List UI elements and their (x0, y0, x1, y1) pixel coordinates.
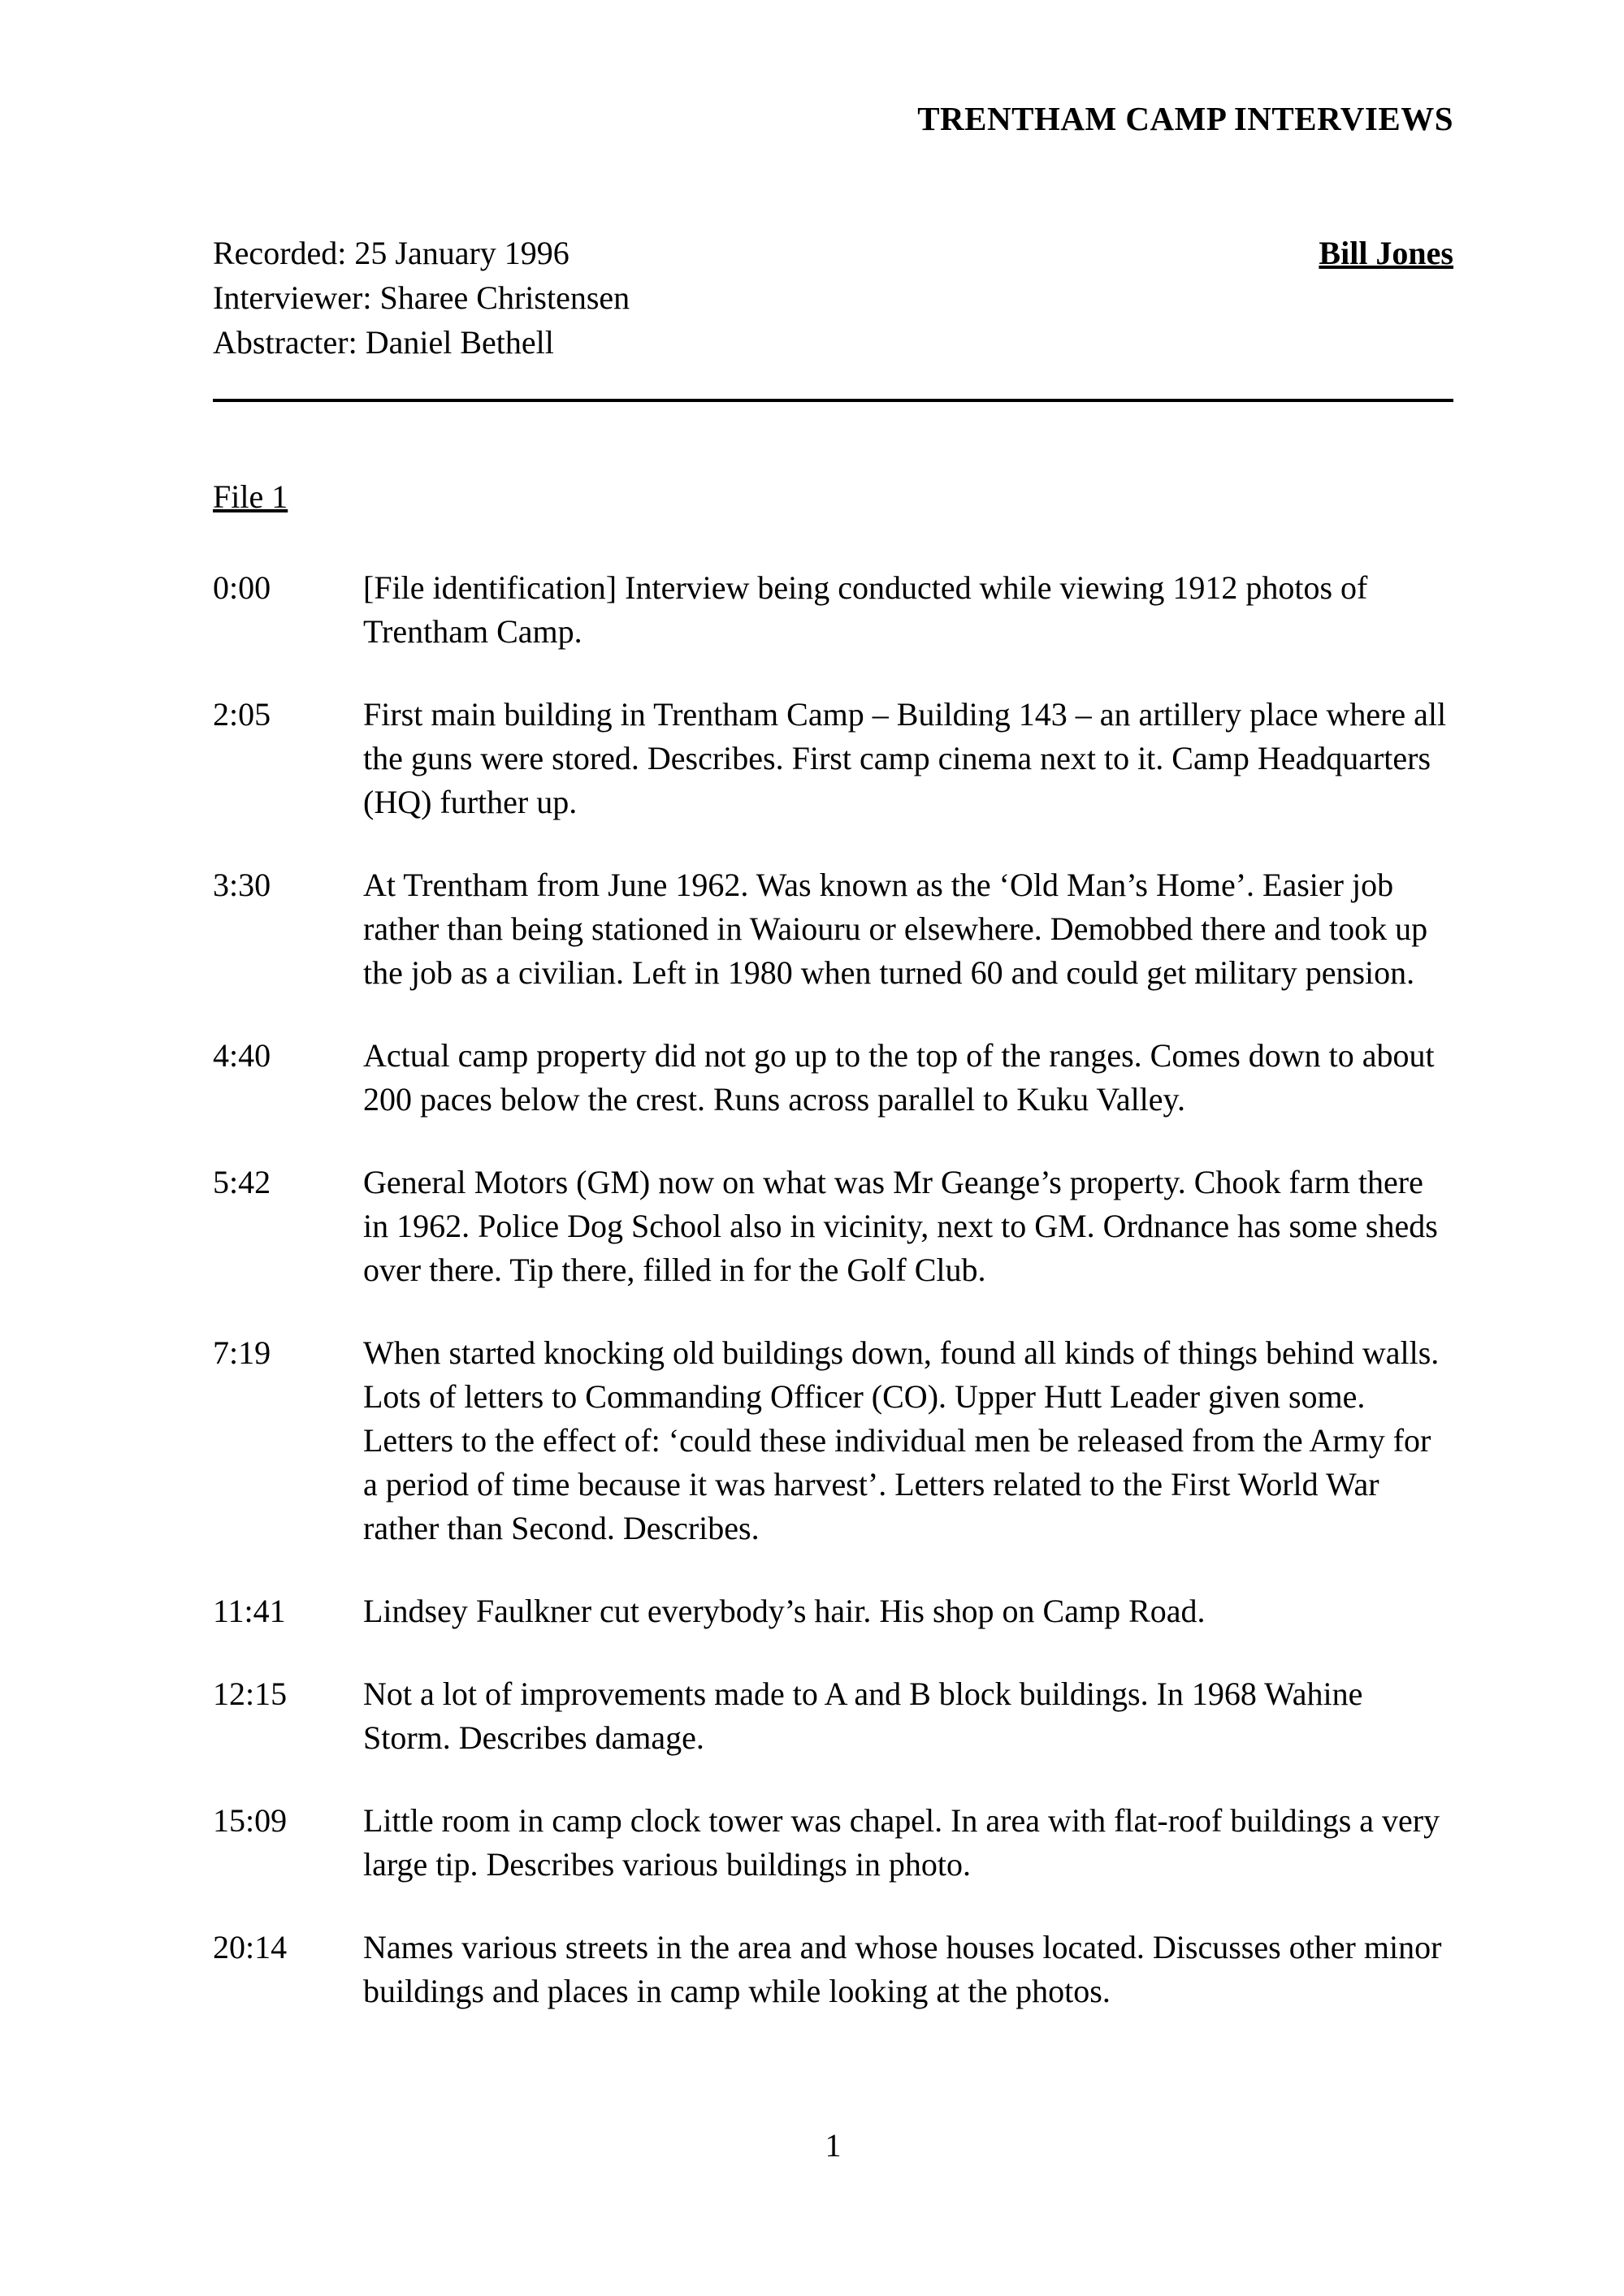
entry-timestamp: 7:19 (213, 1334, 271, 1371)
abstract-entry (213, 1589, 1453, 1633)
entry-text: General Motors (GM) now on what was Mr Geange’s property. Chook farm there in 1962. Police Dog School also in vicinity, next to GM. Ordnance has some sheds over there. Tip there, filled in for the Golf Club. (363, 1164, 1438, 1288)
divider-rule (213, 399, 1453, 402)
header-row-recorded (213, 231, 1453, 275)
entry-text: When started knocking old buildings down, found all kinds of things behind walls. Lots of letters to Commanding Officer (CO). Upper Hutt Leader given some. Letters to the effect of: ‘could these individual men be released from the Army for a period of time because it was harvest’. Letters related to the First World War rather than Second. Describes. (363, 1334, 1440, 1546)
abstract-entry (213, 1926, 1453, 2013)
header-block (213, 231, 1453, 365)
abstract-entry (213, 1331, 1453, 1550)
entry-timestamp: 11:41 (213, 1593, 286, 1629)
entry-timestamp: 5:42 (213, 1164, 271, 1200)
abstracter-line: Abstracter: Daniel Bethell (213, 324, 554, 361)
entry-text: [File identification] Interview being conducted while viewing 1912 photos of Trentham Camp. (363, 569, 1368, 650)
entry-text: Names various streets in the area and whose houses located. Discusses other minor buildings and places in camp while looking at the photos. (363, 1929, 1442, 2009)
entry-timestamp: 20:14 (213, 1929, 288, 1965)
abstract-entry (213, 1672, 1453, 1760)
document-title: TRENTHAM CAMP INTERVIEWS (917, 100, 1453, 137)
section-title-file-1: File 1 (213, 478, 288, 515)
entry-text: Actual camp property did not go up to the top of the ranges. Comes down to about 200 paces below the crest. Runs across parallel to Kuku Valley. (363, 1037, 1435, 1118)
interviewer-line: Interviewer: Sharee Christensen (213, 279, 630, 316)
abstract-entry (213, 1034, 1453, 1122)
abstract-entry (213, 566, 1453, 654)
entry-text: Lindsey Faulkner cut everybody’s hair. His shop on Camp Road. (363, 1593, 1206, 1629)
entry-text: Little room in camp clock tower was chapel. In area with flat-roof buildings a very large tip. Describes various buildings in photo. (363, 1802, 1440, 1883)
page-number: 1 (825, 2127, 842, 2164)
entry-timestamp: 2:05 (213, 696, 271, 733)
entry-timestamp: 12:15 (213, 1676, 288, 1712)
recorded-date: Recorded: 25 January 1996 (213, 235, 569, 271)
abstract-entry (213, 693, 1453, 824)
abstract-entry (213, 1799, 1453, 1887)
entry-timestamp: 4:40 (213, 1037, 271, 1074)
entry-text: Not a lot of improvements made to A and B block buildings. In 1968 Wahine Storm. Describes damage. (363, 1676, 1363, 1756)
abstract-entry (213, 863, 1453, 995)
entries-list (213, 566, 1453, 2013)
entry-text: At Trentham from June 1962. Was known as the ‘Old Man’s Home’. Easier job rather than being stationed in Waiouru or elsewhere. Demobbed there and took up the job as a civilian. Left in 1980 when turned 60 and could get military pension. (363, 867, 1428, 991)
entry-timestamp: 3:30 (213, 867, 271, 903)
abstract-entry (213, 1161, 1453, 1292)
interviewee-name: Bill Jones (1319, 235, 1453, 271)
entry-timestamp: 0:00 (213, 569, 271, 606)
entry-text: First main building in Trentham Camp – Building 143 – an artillery place where all the guns were stored. Describes. First camp cinema next to it. Camp Headquarters (HQ) further up. (363, 696, 1447, 820)
entry-timestamp: 15:09 (213, 1802, 288, 1839)
